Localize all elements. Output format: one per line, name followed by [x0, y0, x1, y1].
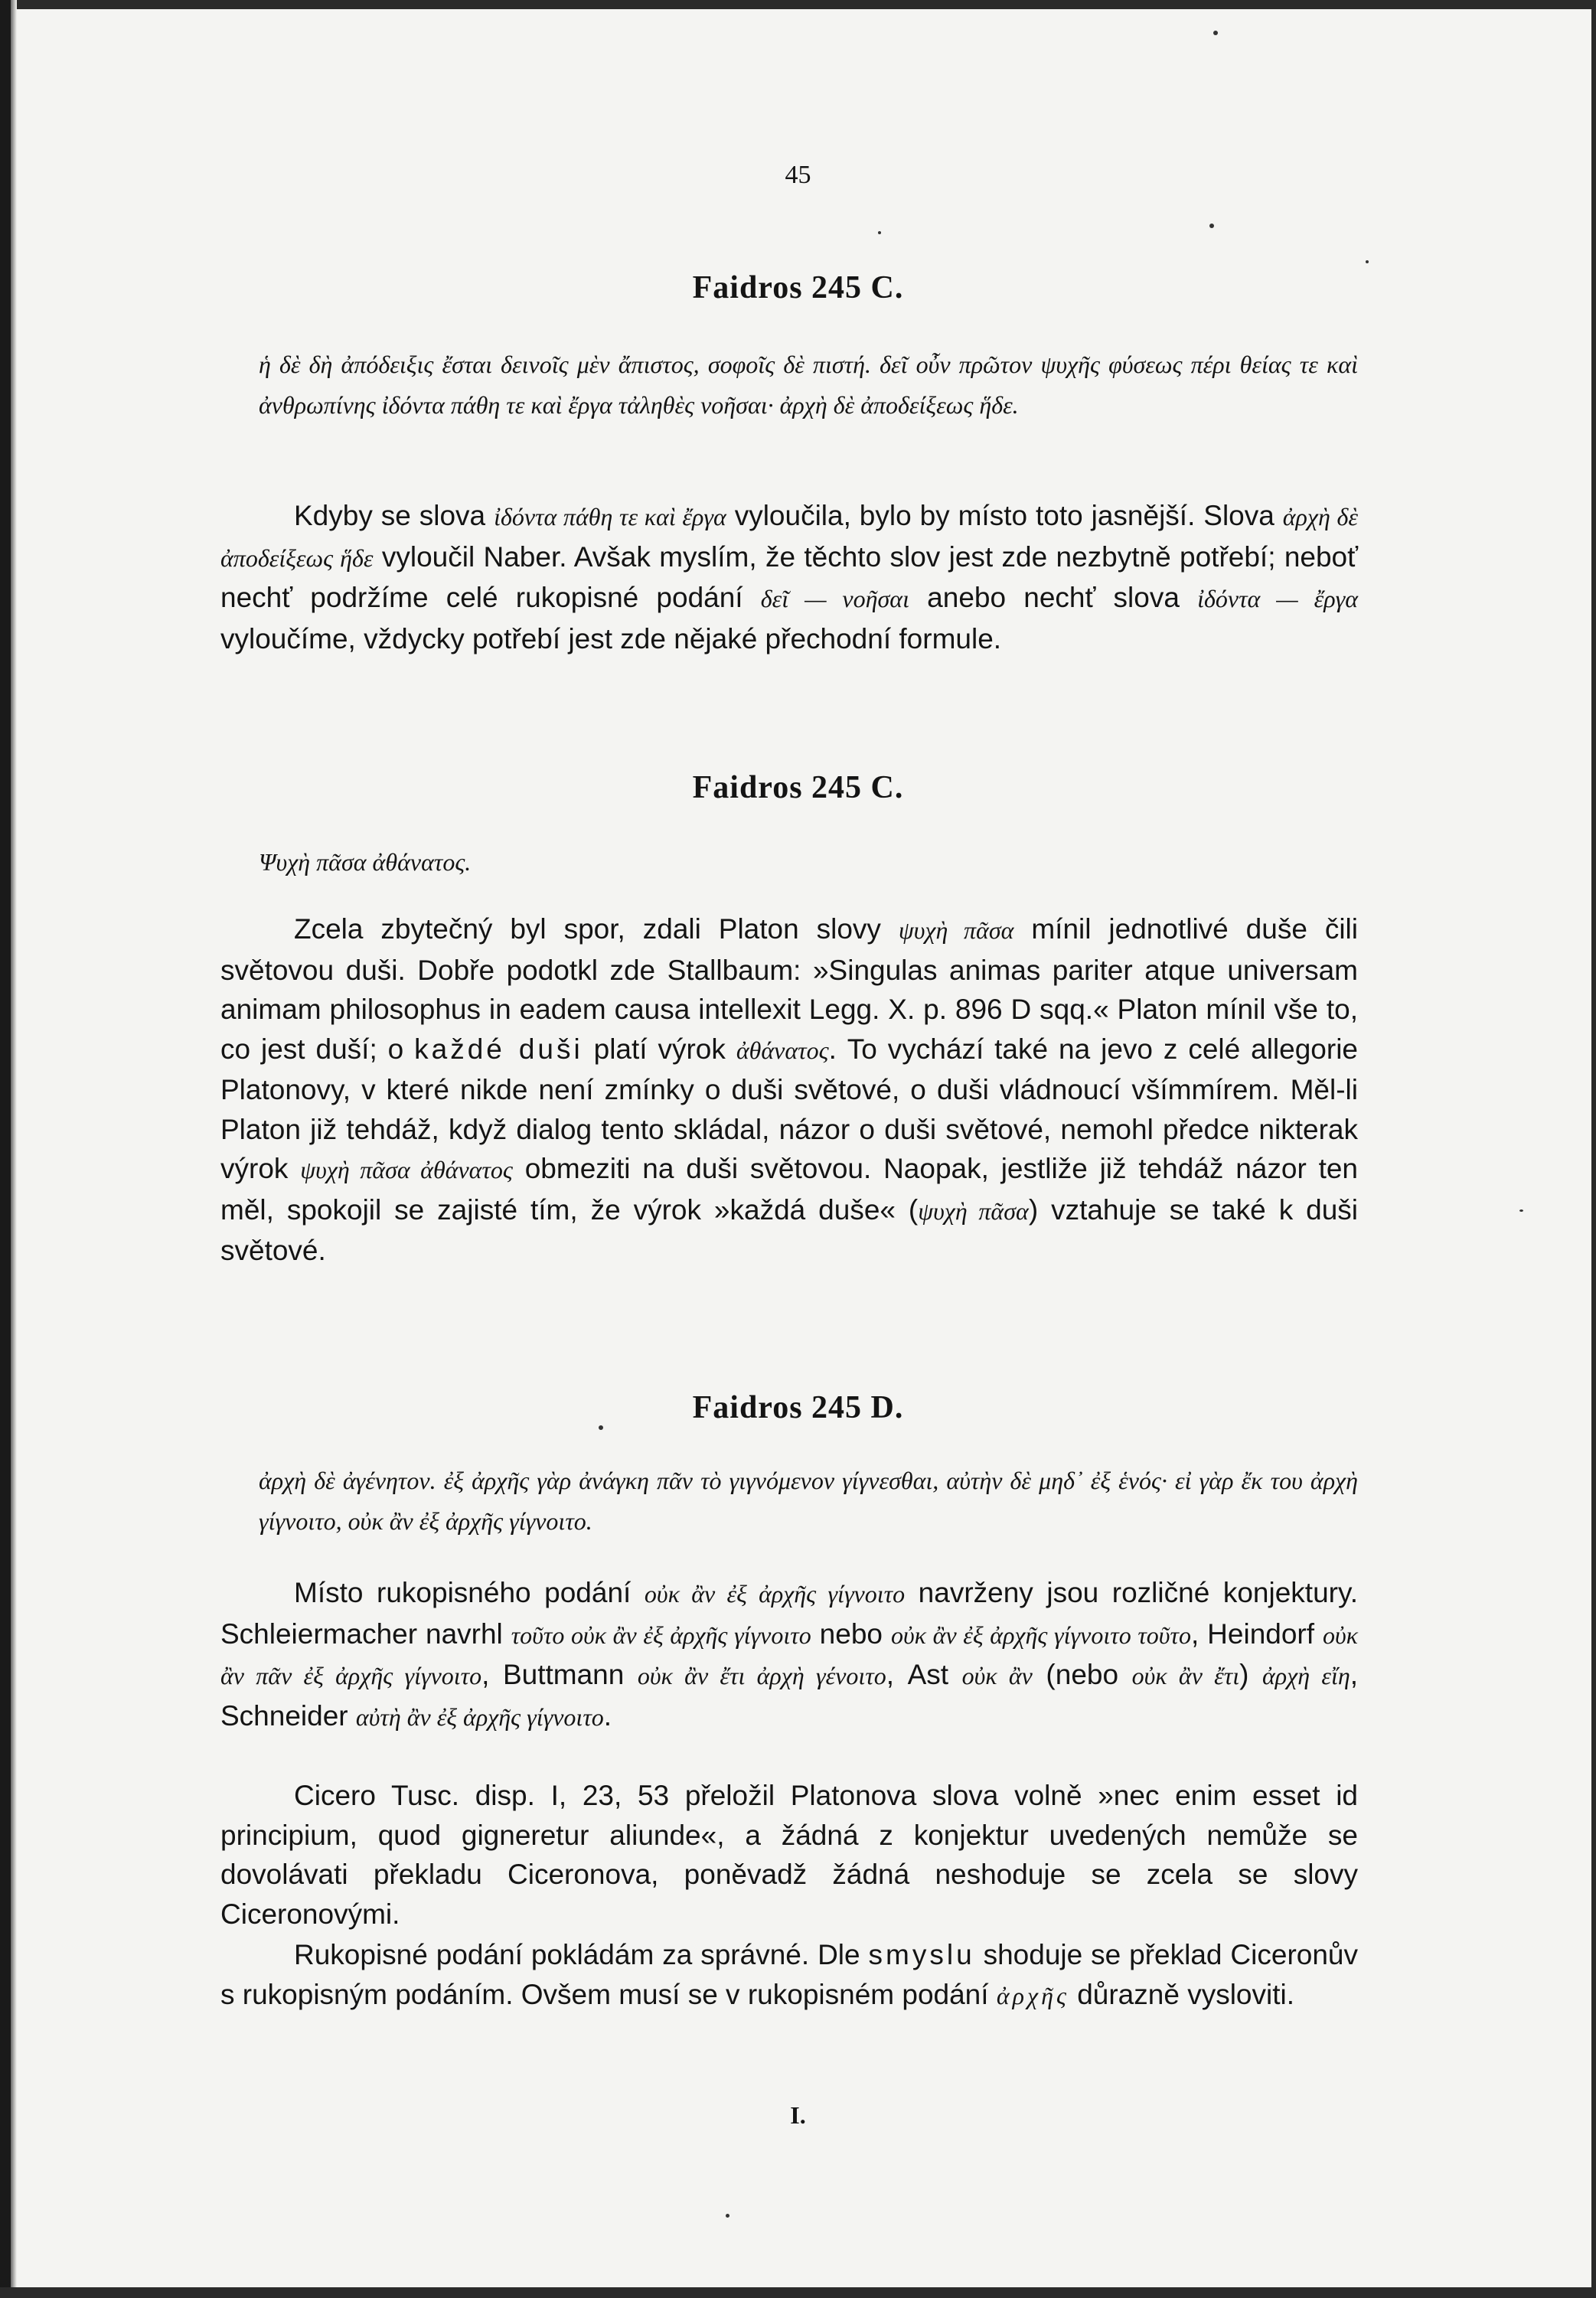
text-run: navrženy jsou rozličné konjektury. Schleiermacher navrhl — [220, 1577, 1358, 1650]
section-heading-3: Faidros 245 D. — [692, 1390, 904, 1425]
text-run: Místo rukopisného podání — [294, 1577, 645, 1608]
text-run: ) vztahuje se také k duši světové. — [220, 1193, 1359, 1266]
text-run: vyloučila, bylo by místo toto jasnější. Slova — [726, 500, 1283, 531]
greek-term: ἰδόντα πάθη τε καὶ ἔργα — [494, 503, 726, 530]
text-run: obmeziti na duši světovou. Naopak, jestliže již tehdáž názor ten měl, spokojil se zajisté tím, že výrok »každá duše« ( — [220, 1153, 1359, 1226]
greek-term: ψυχὴ πᾶσα ἀθάνατος — [300, 1156, 513, 1183]
text-run: , Ast — [886, 1659, 962, 1690]
text-run: Kdyby se slova — [294, 500, 494, 531]
dust-speck — [878, 231, 881, 234]
spaced-emphasis: každé duši — [414, 1033, 583, 1065]
text-run: , Heindorf — [1190, 1617, 1323, 1650]
commentary-paragraph-2 — [220, 909, 1358, 1271]
commentary-paragraph-5 — [220, 1935, 1358, 2016]
commentary-paragraph-3 — [220, 1573, 1358, 1737]
greek-term: οὐκ ἂν ἔτι ἀρχὴ γένοιτο — [637, 1662, 886, 1689]
scan-edge-left — [0, 0, 11, 2298]
scan-edge-shadow — [11, 0, 17, 2298]
dust-speck — [1366, 260, 1369, 263]
dust-speck — [1213, 31, 1218, 35]
section-heading-2: Faidros 245 C. — [692, 770, 904, 805]
greek-term: ἀρχῆς — [996, 1981, 1069, 2009]
greek-term: ψυχὴ πᾶσα — [918, 1196, 1029, 1225]
commentary-paragraph-4: Cicero Tusc. disp. I, 23, 53 přeložil Platonova slova volně »nec enim esset id principium, quod gigneretur aliunde«, a žádná z konjektur uvedených nemůže se dovolávati překladu Ciceronova, poněvadž žádná neshoduje se zcela se slovy Ciceronovými. — [220, 1780, 1358, 1930]
text-run: Zcela zbytečný byl spor, zdali Platon slovy — [294, 913, 899, 945]
greek-term: ἀρχὴ εἴη — [1261, 1662, 1350, 1689]
greek-term: αὐτὴ ἂν ἐξ ἀρχῆς γίγνοιτο — [355, 1702, 604, 1731]
text-run: vyloučil Naber. Avšak myslím, že těchto slov jest zde nezbytně potřebí; neboť nechť podržíme celé rukopisné podání — [220, 540, 1359, 613]
dust-speck — [726, 2214, 729, 2218]
greek-quote-1: ἡ δὲ δὴ ἀπόδειξις ἔσται δεινοῖς μὲν ἄπιστος, σοφοῖς δὲ πιστή. δεῖ οὖν πρῶτον ψυχῆς φύσεως πέρι θείας τε καὶ ἀνθρωπίνης ἰδόντα πάθη τε καὶ ἔργα τἀληθὲς νοῆσαι· ἀρχὴ δὲ ἀποδείξεως ἥδε. — [259, 351, 1358, 419]
greek-term: ἀθάνατος — [736, 1036, 829, 1064]
dust-speck — [1519, 1209, 1523, 1212]
text-run: anebo nechť slova — [909, 582, 1198, 613]
greek-term: ἀρχὴ δὲ ἀποδείξεως ἥδε — [220, 503, 1358, 572]
text-run: (nebo — [1032, 1659, 1132, 1690]
greek-term: οὐκ ἂν — [961, 1662, 1033, 1689]
dust-speck — [1209, 224, 1214, 228]
text-run: . To vychází také na jevo z celé allegorie Platonovy, v které nikde není zmínky o duši světové, o duši vládnoucí všímmírem. Měl-li Platon již tehdáž, když dialog tento skládal, názor o duši světové, nemohl předce nikterak výrok — [220, 1033, 1358, 1184]
text-run: shoduje se překlad Ciceronův s rukopisným podáním. Ovšem musí se v rukopisném podání — [220, 1939, 1358, 2010]
text-run: , Buttmann — [481, 1659, 638, 1690]
text-run: nebo — [811, 1617, 891, 1650]
greek-term: οὐκ ἂν ἐξ ἀρχῆς γίγνοιτο τοῦτο — [890, 1621, 1191, 1649]
greek-quote-2: Ψυχὴ πᾶσα ἀθάνατος. — [259, 848, 472, 876]
text-run: platí výrok — [583, 1033, 736, 1065]
scan-edge-top — [0, 0, 1596, 9]
greek-term: ψυχὴ πᾶσα — [898, 916, 1014, 944]
scan-edge-right — [1591, 0, 1596, 2298]
text-run: mínil jednotlivé duše čili světovou duši. Dobře podotkl zde Stallbaum: »Singulas animas pariter atque universam animam philosophus in eadem causa intellexit Legg. X. p. 896 D sqq.« Platon mínil vše to, co jest duší; o — [220, 913, 1358, 1065]
greek-term: ἰδόντα — ἔργα — [1197, 585, 1358, 612]
text-run: Rukopisné podání pokládám za správné. Dle — [294, 1939, 869, 1970]
text-run: . — [603, 1699, 612, 1732]
text-run: vyloučíme, vždycky potřebí jest zde nějaké přechodní formule. — [220, 622, 1002, 654]
spaced-emphasis: smyslu — [868, 1939, 975, 1970]
greek-quote-3: ἀρχὴ δὲ ἀγένητον. ἐξ ἀρχῆς γὰρ ἀνάγκη πᾶν τὸ γιγνόμενον γίγνεσθαι, αὐτὴν δὲ μηδ᾽ ἐξ ἑνός· εἰ γὰρ ἔκ του ἀρχὴ γίγνοιτο, οὐκ ἂν ἐξ ἀρχῆς γίγνοιτο. — [259, 1467, 1358, 1535]
greek-term: οὐκ ἂν πᾶν ἐξ ἀρχῆς γίγνοιτο — [220, 1621, 1359, 1689]
greek-term: δεῖ — νοῆσαι — [760, 585, 909, 612]
page-number: 45 — [785, 161, 811, 189]
scan-edge-bottom — [0, 2287, 1596, 2298]
commentary-paragraph-1 — [220, 496, 1358, 658]
text-run: důrazně vysloviti. — [1069, 1978, 1294, 2010]
signature-mark: I. — [790, 2101, 806, 2129]
greek-term: οὐκ ἂν ἐξ ἀρχῆς γίγνοιτο — [644, 1580, 906, 1608]
greek-term: τοῦτο οὐκ ἂν ἐξ ἀρχῆς γίγνοιτο — [511, 1621, 811, 1649]
text-run: , Schneider — [220, 1659, 1359, 1732]
greek-term: οὐκ ἂν ἔτι — [1131, 1662, 1240, 1689]
text-run: ) — [1239, 1659, 1262, 1690]
section-heading-1: Faidros 245 C. — [692, 270, 904, 305]
